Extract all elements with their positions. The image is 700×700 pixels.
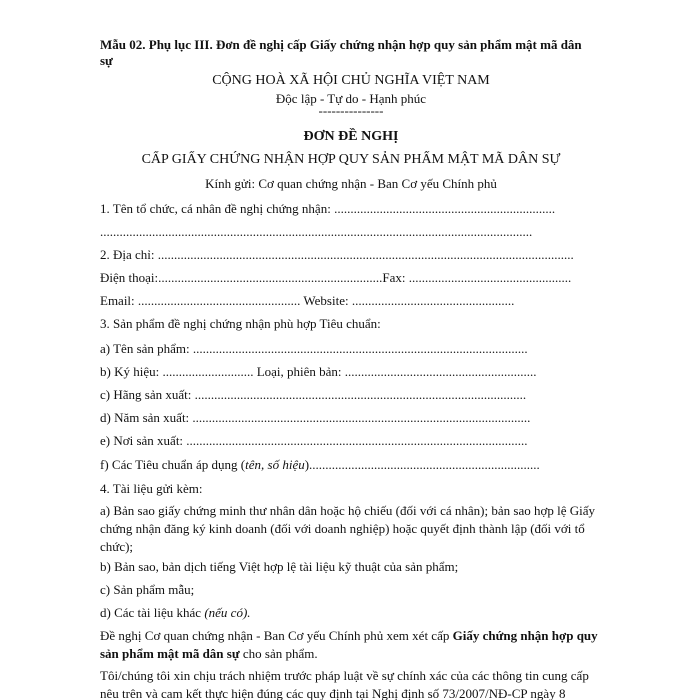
attachment-d-label: d) Các tài liệu khác bbox=[100, 605, 205, 620]
recipient-line: Kính gửi: Cơ quan chứng nhận - Ban Cơ yếu Chính phủ bbox=[205, 176, 497, 191]
field-email-website: Email: .................................................. Website: .................................................. bbox=[100, 293, 515, 308]
attachment-a: a) Bản sao giấy chứng minh thư nhân dân hoặc hộ chiếu (đối với cá nhân); bản sao hợp lệ Giấy chứng nhận đăng ký kinh doanh (đối với doanh nghiệp) hoặc quyết định thành lập (đối với tổ chức); bbox=[100, 503, 595, 554]
section-4-heading: 4. Tài liệu gửi kèm: bbox=[100, 481, 203, 496]
doc-title: ĐƠN ĐỀ NGHỊ bbox=[303, 129, 399, 144]
motto: Độc lập - Tự do - Hạnh phúc bbox=[275, 91, 427, 106]
attachment-c: c) Sản phẩm mẫu; bbox=[100, 582, 195, 597]
attachment-d-hint: (nếu có). bbox=[204, 605, 251, 620]
field-applicant-name-cont: ..................................................................................................................................... bbox=[100, 224, 533, 239]
commitment-paragraph: Tôi/chúng tôi xin chịu trách nhiệm trước pháp luật về sự chính xác của các thông tin cung cấp nêu trên và cam kết thực hiện đúng các quy định tại Nghị định số 73/2007/NĐ-CP ngày 8 bbox=[100, 668, 589, 700]
nation-heading: CỘNG HOÀ XÃ HỘI CHỦ NGHĨA VIỆT NAM bbox=[212, 73, 490, 88]
attachment-b: b) Bản sao, bản dịch tiếng Việt hợp lệ tài liệu kỹ thuật của sản phẩm; bbox=[100, 559, 459, 574]
field-product-name: a) Tên sản phẩm: ....................................................................................................... bbox=[100, 341, 528, 356]
attachment-d bbox=[100, 604, 602, 622]
motto-rule: --------------- bbox=[318, 104, 384, 118]
section-3-heading: 3. Sản phẩm đề nghị chứng nhận phù hợp Tiêu chuẩn: bbox=[100, 316, 381, 331]
form-code-line-1: Mẫu 02. Phụ lục III. Đơn đề nghị cấp Giấy chứng nhận hợp quy sản phẩm mật mã dân bbox=[100, 37, 582, 52]
standards-label: f) Các Tiêu chuẩn áp dụng ( bbox=[100, 457, 246, 472]
field-phone-fax: Điện thoại:.....................................................................Fax: .................................................. bbox=[100, 270, 572, 285]
field-manufacturer: c) Hãng sản xuất: ...................................................................................................... bbox=[100, 387, 527, 402]
request-text-end: cho sản phẩm. bbox=[239, 646, 318, 661]
request-text: Đề nghị Cơ quan chứng nhận - Ban Cơ yếu Chính phủ xem xét cấp bbox=[100, 628, 453, 643]
request-certificate-name: Giấy chứng nhận hợp quy sản phẩm mật mã dân sự bbox=[100, 628, 598, 661]
standards-hint: tên, số hiệu bbox=[245, 457, 305, 472]
field-standards bbox=[100, 456, 602, 474]
request-paragraph bbox=[100, 627, 602, 663]
field-origin: e) Nơi sản xuất: ......................................................................................................... bbox=[100, 433, 528, 448]
doc-subtitle: CẤP GIẤY CHỨNG NHẬN HỢP QUY SẢN PHẨM MẬT MÃ DÂN SỰ bbox=[141, 152, 561, 167]
field-symbol-version: b) Ký hiệu: ............................ Loại, phiên bản: ........................................................... bbox=[100, 364, 537, 379]
field-address: 2. Địa chỉ: ................................................................................................................................ bbox=[100, 247, 574, 262]
field-year: d) Năm sản xuất: ........................................................................................................ bbox=[100, 410, 531, 425]
form-code-line-2: sự bbox=[100, 53, 113, 68]
field-applicant-name: 1. Tên tổ chức, cá nhân đề nghị chứng nhận: .................................................................... bbox=[100, 201, 556, 216]
standards-dots: )....................................................................... bbox=[304, 457, 540, 472]
